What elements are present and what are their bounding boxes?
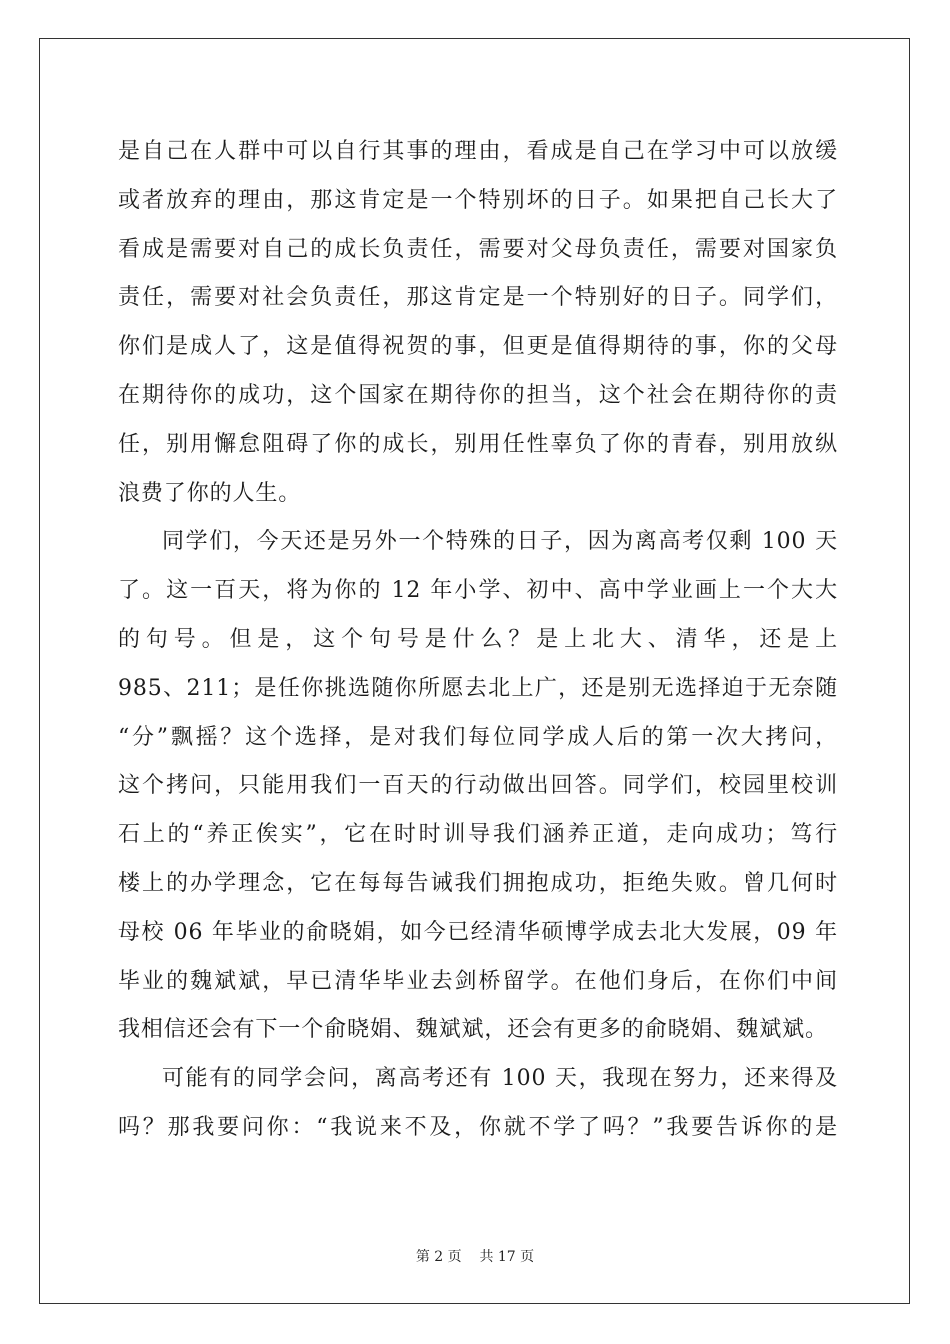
text-line: 是自己在人群中可以自行其事的理由，看成是自己在学习中可以放缓 bbox=[118, 139, 838, 164]
text-line: 石上的“养正俟实”，它在时时训导我们涵养正道，走向成功；笃行 bbox=[118, 822, 838, 848]
text-line: 可能有的同学会问，离高考还有 100 天，我现在努力，还来得及 bbox=[162, 1066, 838, 1092]
page-number: 第 2 页 bbox=[415, 1249, 462, 1265]
text-line: 同学们，今天还是另外一个特殊的日子，因为离高考仅剩 100 天 bbox=[162, 529, 838, 555]
text-line: 我相信还会有下一个俞晓娟、魏斌斌，还会有更多的俞晓娟、魏斌斌。 bbox=[118, 1017, 828, 1043]
text-line: 任，别用懈怠阻碍了你的成长，别用任性辜负了你的青春，别用放纵 bbox=[118, 431, 838, 457]
document-body bbox=[118, 128, 838, 1153]
text-line: 你们是成人了，这是值得祝贺的事，但更是值得期待的事，你的父母 bbox=[118, 334, 838, 360]
text-line: 或者放弃的理由，那这肯定是一个特别坏的日子。如果把自己长大了 bbox=[118, 187, 838, 213]
text-line: 楼上的办学理念，它在每每告诫我们拥抱成功，拒绝失败。曾几何时 bbox=[118, 870, 838, 896]
page-footer bbox=[0, 1246, 950, 1266]
text-line: 浪费了你的人生。 bbox=[118, 480, 302, 506]
text-line: 了。这一百天，将为你的 12 年小学、初中、高中学业画上一个大大 bbox=[118, 578, 838, 604]
text-line: 责任，需要对社会负责任，那这肯定是一个特别好的日子。同学们， bbox=[118, 285, 838, 311]
text-line: 的句号。但是，这个句号是什么？是上北大、清华，还是上 bbox=[118, 626, 838, 652]
text-line: 吗？那我要问你：“我说来不及，你就不学了吗？”我要告诉你的是 bbox=[118, 1114, 838, 1140]
text-line: “分”飘摇？这个选择，是对我们每位同学成人后的第一次大拷问， bbox=[118, 724, 838, 750]
page-total: 共 17 页 bbox=[479, 1249, 535, 1265]
text-line: 看成是需要对自己的成长负责任，需要对父母负责任，需要对国家负 bbox=[118, 236, 838, 262]
text-line: 这个拷问，只能用我们一百天的行动做出回答。同学们，校园里校训 bbox=[118, 773, 838, 799]
text-line: 985、211；是任你挑选随你所愿去北上广，还是别无选择迫于无奈随 bbox=[118, 675, 838, 701]
text-line: 母校 06 年毕业的俞晓娟，如今已经清华硕博学成去北大发展，09 年 bbox=[118, 919, 838, 945]
text-line: 在期待你的成功，这个国家在期待你的担当，这个社会在期待你的责 bbox=[118, 382, 838, 408]
text-line: 毕业的魏斌斌，早已清华毕业去剑桥留学。在他们身后，在你们中间 bbox=[118, 968, 838, 994]
